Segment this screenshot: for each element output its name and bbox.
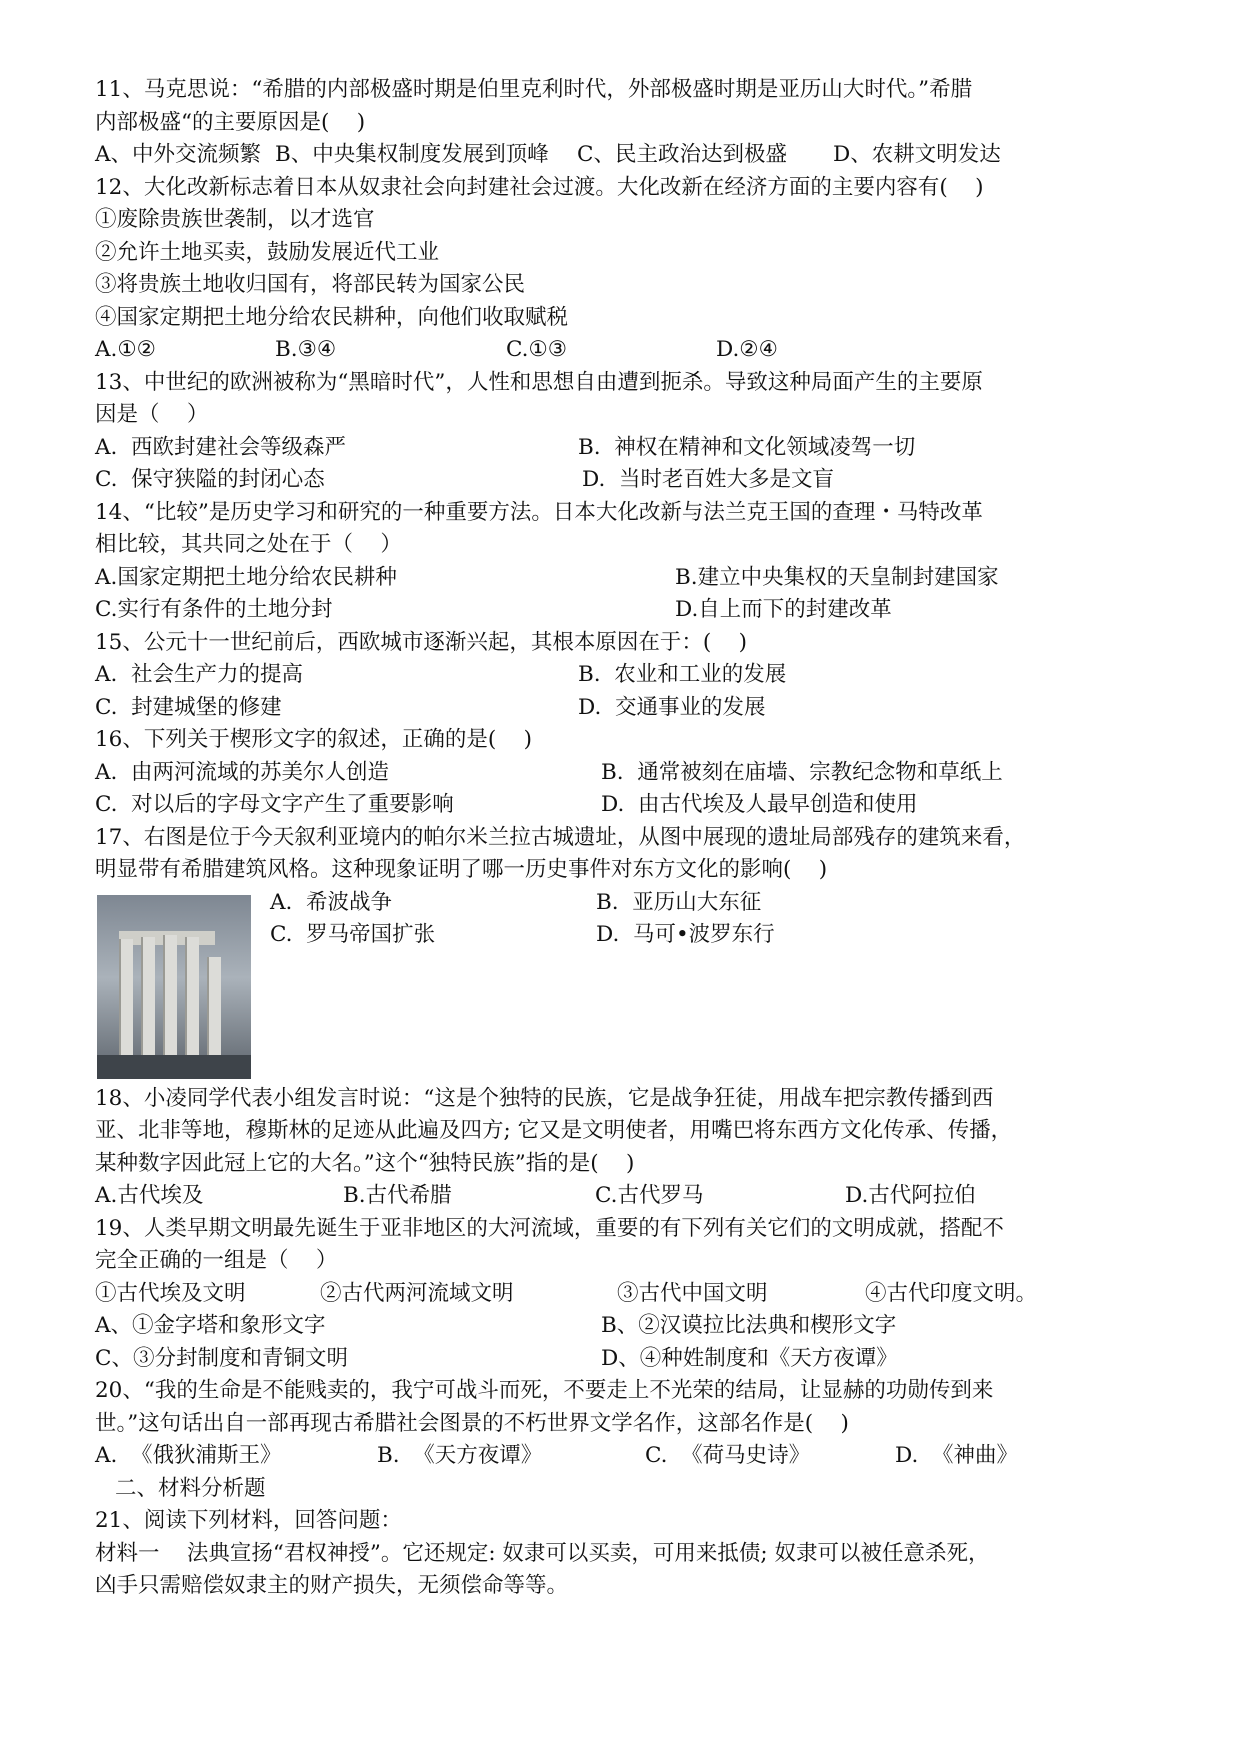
q17-option-a: A. 希波战争 xyxy=(270,889,393,915)
q17-figure-row xyxy=(95,887,1160,1083)
q20-options xyxy=(95,1440,1160,1473)
q20-stem-line2: 世。”这句话出自一部再现古希腊社会图景的不朽世界文学名作，这部名作是( ) xyxy=(95,1410,849,1436)
q16-option-c: C. 对以后的字母文字产生了重要影响 xyxy=(95,792,454,817)
q20-option-a: A. 《俄狄浦斯王》 xyxy=(95,1443,282,1468)
q12-item-4: ④国家定期把土地分给农民耕种，向他们收取赋税 xyxy=(95,304,569,330)
q17-stem-line1: 17、右图是位于今天叙利亚境内的帕尔米兰拉古城遗址，从图中展现的遗址局部残存的建筑来看， xyxy=(95,824,1026,850)
q19-item-3: ③古代中国文明 xyxy=(617,1280,768,1306)
q14-option-b: B.建立中央集权的天皇制封建国家 xyxy=(675,564,999,590)
q11-stem-line1: 11、马克思说：“希腊的内部极盛时期是伯里克利时代，外部极盛时期是亚历山大时代。”希腊 xyxy=(95,77,973,102)
q14-stem-line1: 14、“比较”是历史学习和研究的一种重要方法。日本大化改新与法兰克王国的查理・马特改革 xyxy=(95,499,983,525)
q17-option-c: C. 罗马帝国扩张 xyxy=(270,922,436,947)
q12-option-a: A.①② xyxy=(95,337,156,362)
q21-material-1-line2: 凶手只需赔偿奴隶主的财产损失，无须偿命等等。 xyxy=(95,1573,569,1598)
q18-option-b: B.古代希腊 xyxy=(343,1183,452,1208)
q13-options-row1 xyxy=(95,432,1160,465)
q12-item-1: ①废除贵族世袭制，以才选官 xyxy=(95,207,375,232)
q15-options-row2 xyxy=(95,692,1160,725)
q12-item-3: ③将贵族土地收归国有，将部民转为国家公民 xyxy=(95,272,526,297)
q16-stem: 16、下列关于楔形文字的叙述，正确的是( ) xyxy=(95,727,532,752)
q13-stem-line2: 因是（ ） xyxy=(95,402,209,427)
q11-option-d: D、农耕文明发达 xyxy=(833,142,1001,167)
q14-option-c: C.实行有条件的土地分封 xyxy=(95,597,333,622)
q18-stem-line1: 18、小凌同学代表小组发言时说：“这是个独特的民族，它是战争狂徒，用战车把宗教传播到西 xyxy=(95,1085,994,1111)
q13-option-c: C. 保守狭隘的封闭心态 xyxy=(95,467,325,492)
q11-stem-line2: 内部极盛“的主要原因是( ) xyxy=(95,109,366,135)
q13-stem-line1: 13、中世纪的欧洲被称为“黑暗时代”，人性和思想自由遭到扼杀。导致这种局面产生的主要原 xyxy=(95,369,983,395)
q15-option-a: A. 社会生产力的提高 xyxy=(95,662,304,687)
q16-option-d: D. 由古代埃及人最早创造和使用 xyxy=(601,792,918,817)
q15-option-b: B. 农业和工业的发展 xyxy=(578,662,787,687)
q15-stem: 15、公元十一世纪前后，西欧城市逐渐兴起，其根本原因在于：( ) xyxy=(95,629,747,655)
q13-option-a: A. 西欧封建社会等级森严 xyxy=(95,434,347,460)
q17-option-b: B. 亚历山大东征 xyxy=(596,889,762,915)
q19-option-d: D、④种姓制度和《天方夜谭》 xyxy=(601,1345,898,1371)
ruins-column xyxy=(163,935,177,1057)
q21-stem: 21、阅读下列材料，回答问题： xyxy=(95,1508,402,1533)
q20-stem-line1: 20、“我的生命是不能贱卖的，我宁可战斗而死，不要走上不光荣的结局，让显赫的功勋传到来 xyxy=(95,1378,994,1403)
q13-options-row2 xyxy=(95,464,1160,497)
ruins-column xyxy=(185,937,199,1057)
ruins-ground xyxy=(97,1055,251,1079)
q12-option-b: B.③④ xyxy=(275,337,337,362)
q17-options-row1 xyxy=(270,887,1150,920)
q19-item-4: ④古代印度文明。 xyxy=(865,1280,1038,1306)
q15-option-c: C. 封建城堡的修建 xyxy=(95,694,282,720)
q19-option-b: B、②汉谟拉比法典和楔形文字 xyxy=(601,1313,897,1338)
q16-options-row1 xyxy=(95,757,1160,790)
ruins-column xyxy=(141,937,155,1057)
q17-stem-line2: 明显带有希腊建筑风格。这种现象证明了哪一历史事件对东方文化的影响( ) xyxy=(95,857,828,882)
q18-option-a: A.古代埃及 xyxy=(95,1183,204,1208)
q20-option-c: C. 《荷马史诗》 xyxy=(645,1443,811,1468)
q19-option-c: C、③分封制度和青铜文明 xyxy=(95,1345,348,1371)
q11-option-a: A、中外交流频繁 xyxy=(95,142,262,167)
q16-options-row2 xyxy=(95,789,1160,822)
q19-items xyxy=(95,1278,1160,1311)
section-2-title: 二、材料分析题 xyxy=(115,1475,266,1501)
palmyra-ruins-image xyxy=(97,895,251,1079)
q17-option-d: D. 马可•波罗东行 xyxy=(596,922,775,947)
q14-stem-line2: 相比较，其共同之处在于（ ） xyxy=(95,532,402,557)
q19-item-1: ①古代埃及文明 xyxy=(95,1280,246,1306)
q19-stem-line1: 19、人类早期文明最先诞生于亚非地区的大河流域，重要的有下列有关它们的文明成就，搭配不 xyxy=(95,1215,1004,1241)
q17-options xyxy=(270,887,1150,952)
q18-option-c: C.古代罗马 xyxy=(595,1183,704,1208)
q19-option-a: A、①金字塔和象形文字 xyxy=(95,1313,326,1338)
q20-option-d: D. 《神曲》 xyxy=(895,1443,1018,1468)
q18-stem-line2: 亚、北非等地，穆斯林的足迹从此遍及四方; 它又是文明使者，用嘴巴将东西方文化传承、传播， xyxy=(95,1118,1013,1143)
q16-option-b: B. 通常被刻在庙墙、宗教纪念物和草纸上 xyxy=(601,759,1003,785)
exam-document xyxy=(95,74,1160,1603)
q11-option-b: B、中央集权制度发展到顶峰 xyxy=(275,142,549,167)
q16-option-a: A. 由两河流域的苏美尔人创造 xyxy=(95,759,390,785)
q12-option-c: C.①③ xyxy=(506,337,568,362)
q14-options-row1 xyxy=(95,562,1160,595)
q12-item-2: ②允许土地买卖，鼓励发展近代工业 xyxy=(95,239,440,265)
q14-options-row2 xyxy=(95,594,1160,627)
q13-option-d: D. 当时老百姓大多是文盲 xyxy=(582,467,834,492)
q18-option-d: D.古代阿拉伯 xyxy=(845,1183,976,1208)
ruins-column xyxy=(207,957,221,1057)
q15-options-row1 xyxy=(95,659,1160,692)
q18-stem-line3: 某种数字因此冠上它的大名。”这个“独特民族”指的是( ) xyxy=(95,1150,635,1176)
q21-material-1-line1: 材料一 法典宣扬“君权神授”。它还规定: 奴隶可以买卖，可用来抵债; 奴隶可以被任意杀死， xyxy=(95,1540,990,1566)
q12-stem: 12、大化改新标志着日本从奴隶社会向封建社会过渡。大化改新在经济方面的主要内容有( ) xyxy=(95,174,984,200)
q15-option-d: D. 交通事业的发展 xyxy=(578,694,766,720)
q19-options-row1 xyxy=(95,1310,1160,1343)
q11-options xyxy=(95,139,1160,172)
q14-option-d: D.自上而下的封建改革 xyxy=(675,597,892,622)
q20-option-b: B. 《天方夜谭》 xyxy=(377,1443,543,1468)
q12-option-d: D.②④ xyxy=(716,337,778,362)
q18-options xyxy=(95,1180,1160,1213)
ruins-column xyxy=(119,939,133,1057)
q13-option-b: B. 神权在精神和文化领域凌驾一切 xyxy=(578,434,916,460)
q14-option-a: A.国家定期把土地分给农民耕种 xyxy=(95,564,397,590)
q17-options-row2 xyxy=(270,919,1150,952)
q11-option-c: C、民主政治达到极盛 xyxy=(577,142,787,167)
q19-item-2: ②古代两河流域文明 xyxy=(320,1280,514,1306)
q12-options xyxy=(95,334,1160,367)
q19-stem-line2: 完全正确的一组是（ ） xyxy=(95,1248,338,1273)
q19-options-row2 xyxy=(95,1343,1160,1376)
